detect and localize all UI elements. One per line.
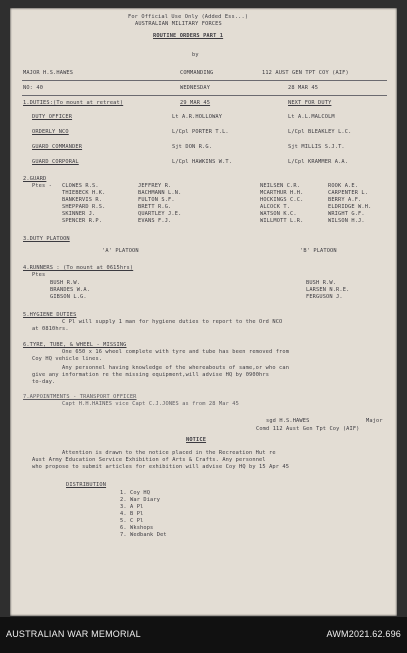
signature-appointment: Comd 112 Aust Gen Tpt Coy (AIF) xyxy=(256,426,360,432)
hygiene-line: C Pl will supply 1 man for hygiene duties to report to the Ord NCO xyxy=(62,319,283,325)
commander-name: MAJOR H.S.HAWES xyxy=(23,70,74,76)
guard-name: WILSON H.J. xyxy=(328,218,365,224)
duties-next: NEXT FOR DUTY xyxy=(288,100,332,106)
guard-name: SHEPPARD R.S. xyxy=(62,204,106,210)
duty-next: L/Cpl BLEAKLEY L.C. xyxy=(288,129,352,135)
distribution-item: 1. Coy HQ xyxy=(120,490,151,496)
guard-name: BRETT R.G. xyxy=(138,204,172,210)
header-rule-2 xyxy=(22,95,387,96)
guard-name: FULTON S.F. xyxy=(138,197,175,203)
guard-name: HOCKINGS C.C. xyxy=(260,197,304,203)
distribution-item: 5. C Pl xyxy=(120,518,144,524)
guard-name: WATSON K.C. xyxy=(260,211,297,217)
runner-name: BRANDES W.A. xyxy=(50,287,91,293)
hygiene-line: at 0810hrs. xyxy=(32,326,69,332)
tyre-line: Coy HQ vehicle lines. xyxy=(32,356,103,362)
notice-heading: NOTICE xyxy=(186,437,207,443)
guard-name: BERRY A.F. xyxy=(328,197,362,203)
header-rule xyxy=(22,80,387,81)
signature-name: sgd H.S.HAWES xyxy=(266,418,310,424)
duty-today: Lt A.R.HOLLOWAY xyxy=(172,114,223,120)
distribution-item: 4. B Pl xyxy=(120,511,144,517)
duty-role: GUARD CORPORAL xyxy=(32,159,79,165)
guard-name: WILLMOTT L.R. xyxy=(260,218,304,224)
duties-heading: 1.DUTIES:(To mount at retreat) xyxy=(23,100,124,106)
hygiene-heading: 5.HYGIENE DUTIES xyxy=(23,312,77,318)
duty-next: Sjt MILLIS S.J.T. xyxy=(288,144,345,150)
distribution-item: 2. War Diary xyxy=(120,497,161,503)
platoon-heading: 3.DUTY PLATOON xyxy=(23,236,70,242)
by-line: by xyxy=(192,52,199,58)
guard-name: JEFFREY R. xyxy=(138,183,172,189)
tyre-line: One 650 x 16 wheel complete with tyre and tube has been removed from xyxy=(62,349,290,355)
duty-today: L/Cpl HAWKINS W.T. xyxy=(172,159,233,165)
guard-name: SKINNER J. xyxy=(62,211,96,217)
runners-heading: 4.RUNNERS : (To mount at 0615hrs) xyxy=(23,265,134,271)
order-day: WEDNESDAY xyxy=(180,85,211,91)
classification-line: For Official Use Only (Added Ess...) xyxy=(128,14,249,20)
guard-name: THIEBECK H.K. xyxy=(62,190,106,196)
notice-line: Attention is drawn to the notice placed in the Recreation Hut re xyxy=(62,450,276,456)
appointments-heading: 7.APPOINTMENTS - TRANSPORT OFFICER xyxy=(23,394,137,400)
guard-name: NEILSEN C.R. xyxy=(260,183,301,189)
guard-name: QUARTLEY J.E. xyxy=(138,211,182,217)
runner-name: GIBSON L.G. xyxy=(50,294,87,300)
order-date: 28 MAR 45 xyxy=(288,85,319,91)
duty-role: ORDERLY NCO xyxy=(32,129,69,135)
duties-date: 29 MAR 45 xyxy=(180,100,211,106)
guard-ptes-label: Ptes - xyxy=(32,183,53,189)
guard-name: BANKERVIS R. xyxy=(62,197,103,203)
guard-name: SPENCER R.P. xyxy=(62,218,103,224)
runner-next: BUSH R.W. xyxy=(306,280,337,286)
duty-role: DUTY OFFICER xyxy=(32,114,73,120)
runner-next: LARSEN N.R.E. xyxy=(306,287,350,293)
platoon-today: 'A' PLATOON xyxy=(102,248,139,254)
runners-ptes-label: Ptes xyxy=(32,272,46,278)
guard-name: ELDRIDGE W.H. xyxy=(328,204,372,210)
guard-name: ROOK A.E. xyxy=(328,183,359,189)
appointments-line: Capt H.H.HAINES vice Capt C.J.JONES as from 28 Mar 45 xyxy=(62,401,239,407)
tyre-line: Any personnel having knowledge of the whereabouts of same,or who can xyxy=(62,365,290,371)
guard-heading: 2.GUARD xyxy=(23,176,47,182)
duty-next: L/Cpl KRAMMER A.A. xyxy=(288,159,349,165)
tyre-line: to-day. xyxy=(32,379,56,385)
distribution-item: 7. Wedbank Det xyxy=(120,532,167,538)
guard-name: BACHMANN L.N. xyxy=(138,190,182,196)
platoon-next: 'B' PLATOON xyxy=(300,248,337,254)
signature-rank: Major xyxy=(366,418,383,424)
tyre-heading: 6.TYRE, TUBE, & WHEEL - MISSING xyxy=(23,342,127,348)
runner-next: FERGUSON J. xyxy=(306,294,343,300)
commanding-label: COMMANDING xyxy=(180,70,214,76)
document-page xyxy=(10,8,397,616)
distribution-item: 6. Wkshops xyxy=(120,525,154,531)
guard-name: CARPENTER L. xyxy=(328,190,369,196)
duty-today: Sjt DON R.G. xyxy=(172,144,213,150)
tyre-line: give any information re the missing equipment,will advise HQ by 0900hrs xyxy=(32,372,270,378)
guard-name: MCARTHUR H.H. xyxy=(260,190,304,196)
distribution-item: 3. A Pl xyxy=(120,504,144,510)
document-title: ROUTINE ORDERS PART 1 xyxy=(153,33,224,39)
distribution-heading: DISTRIBUTION xyxy=(66,482,107,488)
duty-today: L/Cpl PORTER T.L. xyxy=(172,129,229,135)
guard-name: ALCOCK T. xyxy=(260,204,291,210)
runner-name: BUSH R.W. xyxy=(50,280,81,286)
footer-institution: AUSTRALIAN WAR MEMORIAL xyxy=(6,629,141,639)
notice-line: Aust Army Education Service Exhibition of Arts & Crafts. Any personnel xyxy=(32,457,266,463)
footer-accession-number: AWM2021.62.696 xyxy=(326,629,401,639)
duty-next: Lt A.L.MALCOLM xyxy=(288,114,335,120)
duty-role: GUARD COMMANDER xyxy=(32,144,83,150)
order-number: NO: 40 xyxy=(23,85,44,91)
unit-name: 112 AUST GEN TPT COY (AIF) xyxy=(262,70,349,76)
footer-bar xyxy=(0,617,407,653)
guard-name: CLOWES R.S. xyxy=(62,183,99,189)
forces-line: AUSTRALIAN MILITARY FORCES xyxy=(135,21,222,27)
notice-line: who propose to submit articles for exhibition will advise Coy HQ by 15 Apr 45 xyxy=(32,464,290,470)
guard-name: EVANS F.J. xyxy=(138,218,172,224)
guard-name: WRIGHT G.F. xyxy=(328,211,365,217)
